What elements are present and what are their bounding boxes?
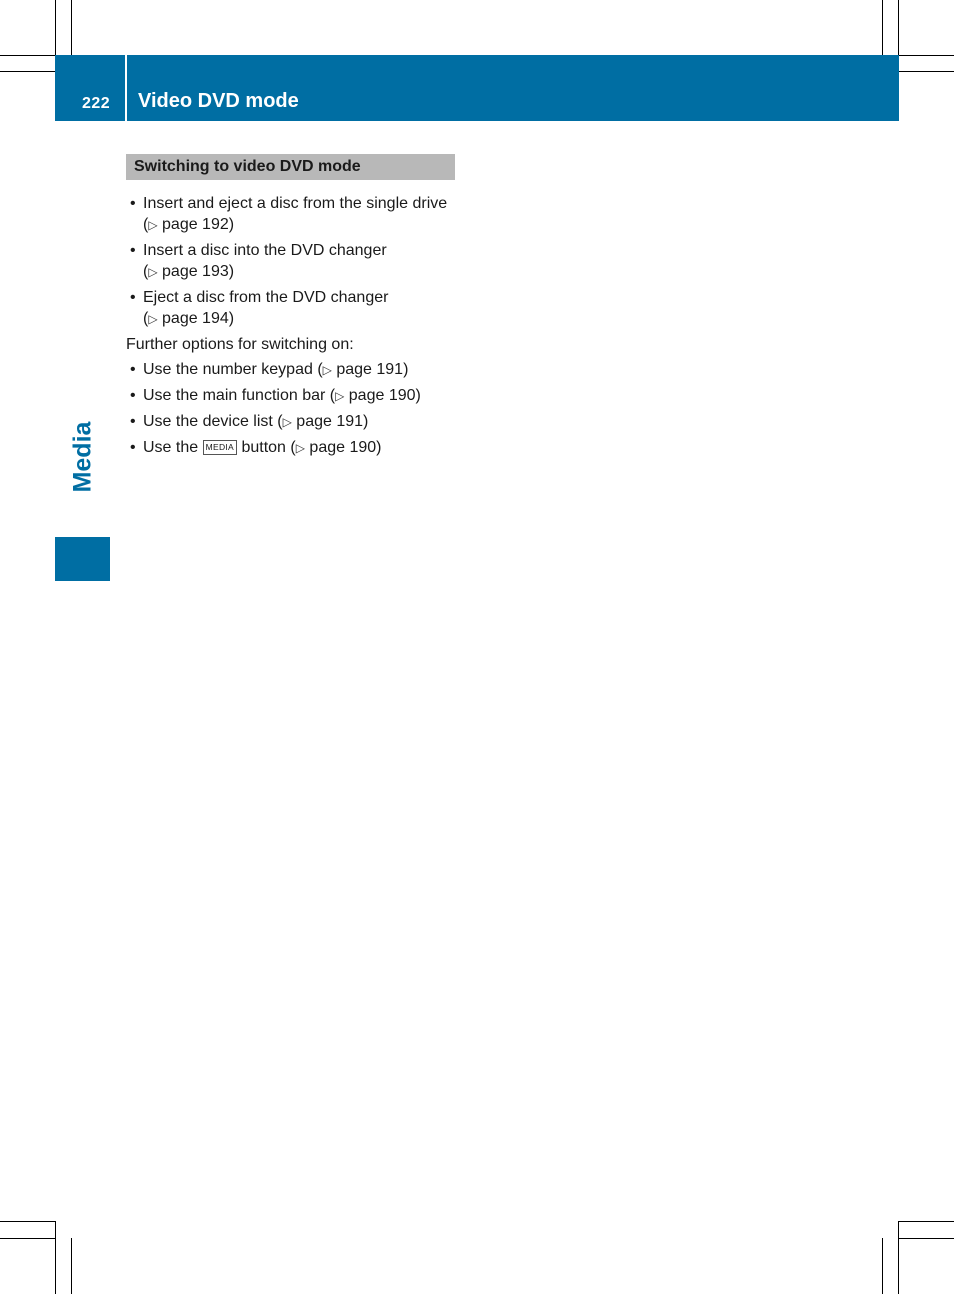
crop-mark xyxy=(898,1221,899,1294)
list-item xyxy=(126,359,458,381)
crop-mark xyxy=(0,71,55,72)
crop-mark xyxy=(0,55,55,56)
page-header xyxy=(55,55,899,121)
list-item-text: Use the xyxy=(143,439,199,456)
ref-open: ( xyxy=(143,216,149,233)
crop-mark xyxy=(899,55,954,56)
crop-mark xyxy=(899,1238,954,1239)
page-ref-link[interactable]: page 191) xyxy=(336,361,409,378)
header-divider xyxy=(125,55,127,121)
page-ref-arrow-icon: ▷ xyxy=(148,218,158,232)
bullet-icon: • xyxy=(130,439,136,456)
section-content xyxy=(126,154,458,463)
crop-mark xyxy=(0,1238,55,1239)
side-tab xyxy=(55,380,110,534)
list-item xyxy=(126,193,458,236)
crop-mark xyxy=(899,1221,954,1222)
crop-mark xyxy=(71,1238,72,1294)
crop-mark xyxy=(71,0,72,55)
bullet-icon: • xyxy=(130,195,136,212)
ref-open: ( xyxy=(143,263,149,280)
bullet-icon: • xyxy=(130,413,136,430)
list-item xyxy=(126,411,458,433)
list-item-text: Use the main function bar ( xyxy=(143,387,336,404)
page-ref-arrow-icon: ▷ xyxy=(295,441,305,455)
list-item-text: Insert a disc into the DVD changer xyxy=(143,242,387,259)
page-ref-arrow-icon: ▷ xyxy=(322,363,332,377)
list-item xyxy=(126,240,458,283)
page-ref-arrow-icon: ▷ xyxy=(148,265,158,279)
page-title: Video DVD mode xyxy=(138,90,299,112)
crop-mark xyxy=(882,1238,883,1294)
crop-mark xyxy=(899,71,954,72)
list-item xyxy=(126,385,458,407)
page-ref-link[interactable]: page 190) xyxy=(348,387,421,404)
list-item-text: Use the number keypad ( xyxy=(143,361,323,378)
crop-mark xyxy=(55,1221,56,1294)
list-item xyxy=(126,437,458,459)
side-tab-marker xyxy=(55,537,110,581)
media-key-icon: MEDIA xyxy=(203,440,237,455)
list-item xyxy=(126,287,458,330)
page-ref-link[interactable]: page 194) xyxy=(162,310,235,327)
bullet-icon: • xyxy=(130,387,136,404)
side-tab-label: Media xyxy=(68,421,96,493)
crop-mark xyxy=(0,1221,55,1222)
list-item-text: Insert and eject a disc from the single drive xyxy=(143,195,448,212)
page-ref-link[interactable]: page 192) xyxy=(162,216,235,233)
page-ref-arrow-icon: ▷ xyxy=(335,389,345,403)
list-item-text: Eject a disc from the DVD changer xyxy=(143,289,389,306)
page-ref-link[interactable]: page 191) xyxy=(296,413,369,430)
page-ref-arrow-icon: ▷ xyxy=(148,312,158,326)
crop-mark xyxy=(882,0,883,55)
bullet-icon: • xyxy=(130,361,136,378)
bullet-icon: • xyxy=(130,242,136,259)
bullet-icon: • xyxy=(130,289,136,306)
page-ref-link[interactable]: page 193) xyxy=(162,263,235,280)
page-ref-arrow-icon: ▷ xyxy=(282,415,292,429)
page-number: 222 xyxy=(82,95,111,112)
section-heading: Switching to video DVD mode xyxy=(126,154,455,180)
list-item-text: button ( xyxy=(241,439,296,456)
page-ref-link[interactable]: page 190) xyxy=(309,439,382,456)
list-item-text: Use the device list ( xyxy=(143,413,283,430)
ref-open: ( xyxy=(143,310,149,327)
further-options-text: Further options for switching on: xyxy=(126,336,354,353)
